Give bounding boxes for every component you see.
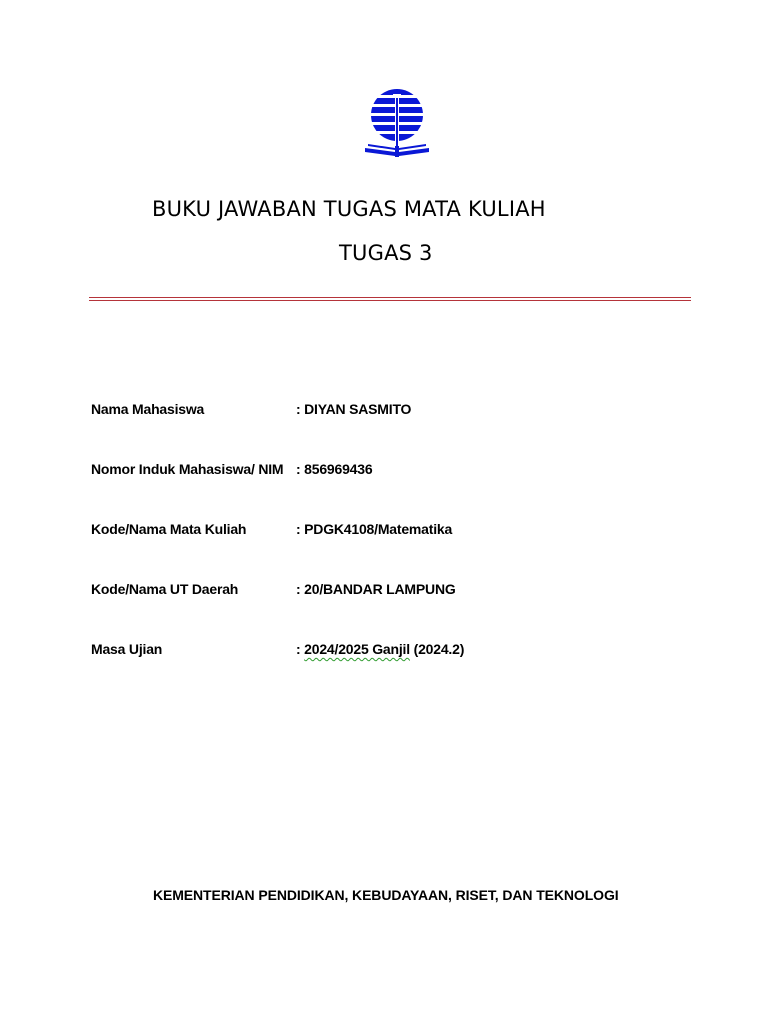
info-row-exam-period (91, 641, 691, 661)
info-label: Nama Mahasiswa (91, 401, 205, 417)
info-value (296, 641, 464, 657)
university-emblem-icon (362, 86, 432, 160)
info-value-prefix: : (296, 641, 305, 657)
document-title: BUKU JAWABAN TUGAS MATA KULIAH (152, 197, 546, 221)
info-row-student-name (91, 401, 691, 421)
ministry-footer: KEMENTERIAN PENDIDIKAN, KEBUDAYAAN, RISET, DAN TEKNOLOGI (153, 887, 619, 903)
document-subtitle: TUGAS 3 (339, 241, 433, 265)
info-label: Masa Ujian (91, 641, 163, 657)
info-label: Kode/Nama Mata Kuliah (91, 521, 247, 537)
info-value: : DIYAN SASMITO (296, 401, 412, 417)
info-value: : 856969436 (296, 461, 373, 477)
spellcheck-flagged-text: 2024/2025 Ganjil (304, 641, 410, 657)
info-row-student-id (91, 461, 691, 481)
info-value: : PDGK4108/Matematika (296, 521, 453, 537)
info-label: Nomor Induk Mahasiswa/ NIM (91, 461, 284, 477)
info-row-region (91, 581, 691, 601)
info-row-course (91, 521, 691, 541)
info-label: Kode/Nama UT Daerah (91, 581, 239, 597)
info-value: : 20/BANDAR LAMPUNG (296, 581, 456, 597)
title-divider-bottom (89, 300, 691, 301)
info-value-suffix: (2024.2) (409, 641, 465, 657)
title-divider-top (89, 297, 691, 298)
